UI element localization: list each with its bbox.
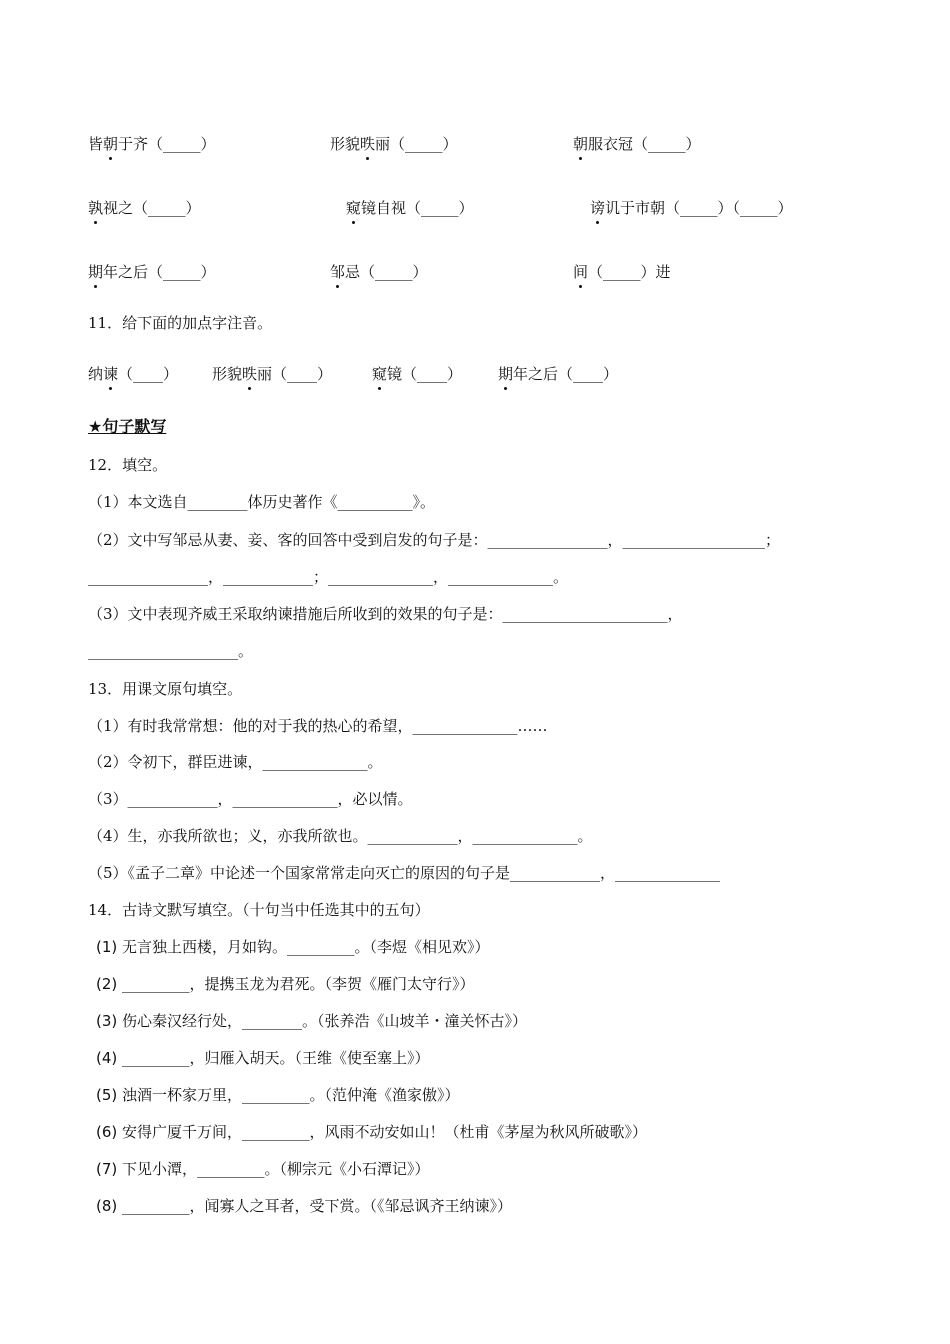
question-11-title: 11．给下面的加点字注音。	[88, 314, 273, 332]
poem-item: (1) 无言独上西楼，月如钩。_________。（李煜《相见欢》）	[96, 938, 490, 956]
dotted-char: 朝	[573, 135, 589, 153]
word-item: 谤讥于市朝（_____）（_____）	[590, 199, 793, 217]
word-item: 窥镜（____）	[372, 365, 463, 383]
question-line: （1）本文选自________体历史著作《__________》。	[88, 493, 436, 511]
dotted-char: 谤	[590, 199, 606, 217]
dotted-char: 窥	[346, 199, 362, 217]
question-line: （3）____________，______________，必以情。	[88, 790, 413, 808]
word-item: 期年之后（____）	[498, 365, 619, 383]
question-13-title: 13．用课文原句填空。	[88, 680, 243, 698]
question-line: ________________，____________；______________，______________。	[88, 568, 569, 586]
poem-item: (7) 下见小潭，_________。（柳宗元《小石潭记》）	[96, 1160, 430, 1178]
question-line: （3）文中表现齐威王采取纳谏措施后所收到的效果的句子是：______________________，	[88, 605, 683, 623]
word-item: 邹忌（_____）	[330, 263, 428, 281]
poem-item: (3) 伤心秦汉经行处，________。（张养浩《山坡羊・潼关怀古》）	[96, 1012, 528, 1030]
dotted-char: 邹	[330, 263, 346, 281]
question-line: （2）文中写邹忌从妻、妾、客的回答中受到启发的句子是：________________，___________________；	[88, 531, 781, 549]
question-line: （5）《孟子二章》中论述一个国家常常走向灭亡的原因的句子是____________，______________	[88, 864, 721, 882]
dotted-char: 期	[88, 263, 104, 281]
question-12-title: 12．填空。	[88, 456, 168, 474]
dotted-char: 朝	[103, 135, 119, 153]
poem-item: (8) _________，闻寡人之耳者，受下赏。（《邹忌讽齐王纳谏》）	[96, 1197, 513, 1215]
dotted-char: 窥	[372, 365, 388, 383]
poem-item: (2) _________，提携玉龙为君死。（李贺《雁门太守行》）	[96, 975, 475, 993]
poem-item: (5) 浊酒一杯家万里，_________。（范仲淹《渔家傲》）	[96, 1086, 460, 1104]
word-item: 形貌昳丽（____）	[212, 365, 333, 383]
poem-item: (6) 安得广厦千万间，_________，风雨不动安如山！（杜甫《茅屋为秋风所破歌》）	[96, 1123, 648, 1141]
poem-item: (4) _________，归雁入胡天。（王维《使至塞上》）	[96, 1049, 430, 1067]
dotted-char: 昳	[242, 365, 258, 383]
section-heading: ★句子默写	[88, 417, 167, 436]
word-item: 纳谏（____）	[88, 365, 179, 383]
word-item: 皆朝于齐（_____）	[88, 135, 216, 153]
question-line: （4）生，亦我所欲也；义，亦我所欲也。____________，______________。	[88, 827, 593, 845]
dotted-char: 期	[498, 365, 514, 383]
dotted-char: 间	[573, 263, 589, 281]
word-item: 窥镜自视（_____）	[346, 199, 474, 217]
dotted-char: 昳	[360, 135, 376, 153]
question-line: （1）有时我常常想：他的对于我的热心的希望，______________……	[88, 717, 548, 735]
word-item: 形貌昳丽（_____）	[330, 135, 458, 153]
question-line: （2）令初下，群臣进谏，______________。	[88, 753, 383, 771]
dotted-char: 孰	[88, 199, 104, 217]
word-item: 期年之后（_____）	[88, 263, 216, 281]
word-item: 孰视之（_____）	[88, 199, 201, 217]
word-item: 朝服衣冠（_____）	[573, 135, 701, 153]
word-item: 间（_____）进	[573, 263, 671, 281]
question-line: ____________________。	[88, 642, 254, 660]
question-14-title: 14．古诗文默写填空。（十句当中任选其中的五句）	[88, 901, 430, 919]
dotted-char: 谏	[103, 365, 119, 383]
